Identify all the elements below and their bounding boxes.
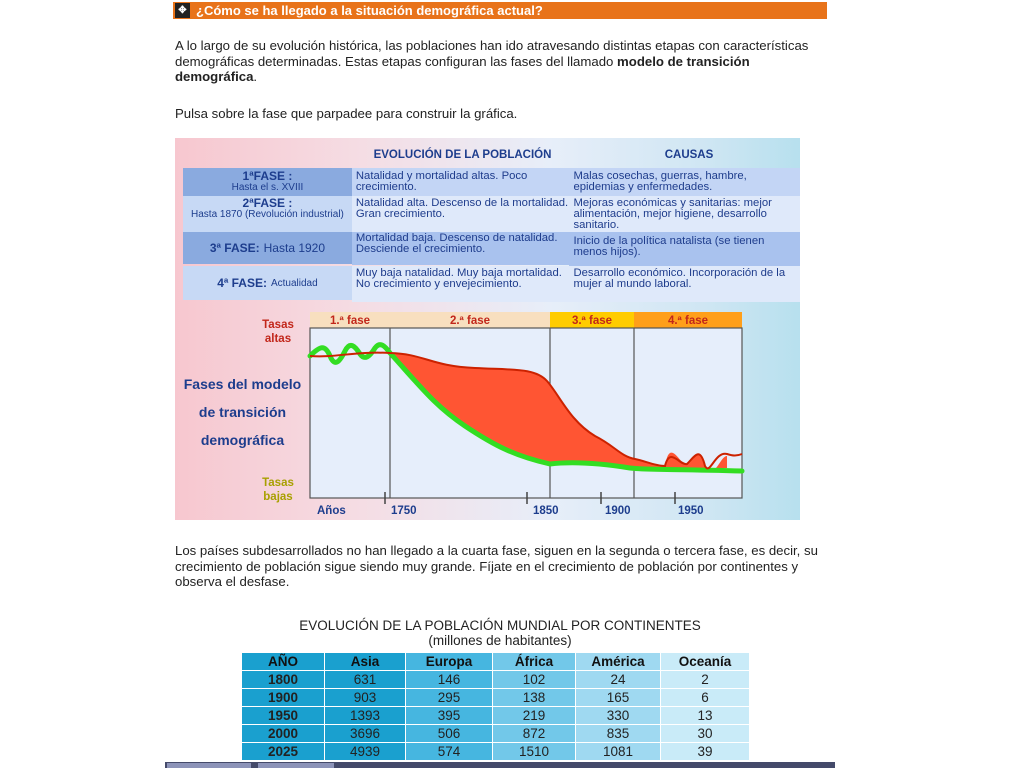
cell-america: 165 [576, 689, 661, 707]
side-title-line-3: demográfica [200, 432, 285, 448]
col-oceania: Oceanía [661, 653, 750, 671]
instruction-text: Pulsa sobre la fase que parpadee para construir la gráfica. [175, 106, 518, 121]
phase-row-4[interactable] [183, 266, 800, 300]
low-rates-label: Tasas bajas [262, 477, 294, 503]
phase-1-label: 1ªFASE : [242, 169, 293, 183]
cell-oceania: 13 [661, 707, 750, 725]
year-1950: 1950 [678, 505, 704, 517]
transition-graph[interactable] [175, 306, 800, 520]
table-row [242, 689, 750, 707]
cell-europa: 395 [406, 707, 493, 725]
year-1900: 1900 [605, 505, 631, 517]
cell-asia: 903 [325, 689, 406, 707]
cell-europa: 146 [406, 671, 493, 689]
years-axis-label: Años [317, 505, 346, 517]
phase-row-3[interactable] [183, 232, 800, 264]
transition-infographic [175, 138, 800, 520]
cell-africa: 102 [493, 671, 576, 689]
cell-year: 1800 [242, 671, 325, 689]
world-table-subtitle: (millones de habitantes) [428, 633, 572, 648]
cell-asia: 1393 [325, 707, 406, 725]
intro-paragraph [175, 38, 825, 85]
cell-asia: 4939 [325, 743, 406, 761]
col-africa: África [493, 653, 576, 671]
cell-year: 1950 [242, 707, 325, 725]
side-title-line-2: de transición [198, 404, 287, 420]
cell-africa: 1510 [493, 743, 576, 761]
phase-2-label: 2ªFASE : [242, 196, 293, 210]
side-title-line-1: Fases del modelo [183, 376, 302, 392]
intro-text: A lo largo de su evolución histórica, las poblaciones han ido atravesando distintas etapas con características demográficas determinadas. Estas etapas configuran las fases del llamado [175, 38, 809, 69]
phase-1-graph-label: 1.ª fase [329, 315, 371, 327]
phase-row-1[interactable] [183, 168, 800, 194]
phase-3-causes: Inicio de la política natalista (se tienen menos hijos). [569, 232, 800, 268]
cell-asia: 631 [325, 671, 406, 689]
phase-3-evolution: Mortalidad baja. Descenso de natalidad. Desciende el crecimiento. [352, 232, 570, 265]
cell-oceania: 39 [661, 743, 750, 761]
phase-1-evolution: Natalidad y mortalidad altas. Poco crecimiento. [352, 168, 570, 197]
intro-bold-term: modelo de transición demográfica [175, 53, 750, 84]
phase-3-graph-label: 3.ª fase [571, 315, 613, 327]
cell-year: 2000 [242, 725, 325, 743]
phase-4-graph-label: 4.ª fase [667, 315, 709, 327]
col-europa: Europa [406, 653, 493, 671]
cell-asia: 3696 [325, 725, 406, 743]
table-row [242, 725, 750, 743]
phase-4-causes: Desarrollo económico. Incorporación de la mujer al mundo laboral. [569, 266, 800, 302]
table-row [242, 671, 750, 689]
cell-africa: 219 [493, 707, 576, 725]
phase-3-label: 3ª FASE: [209, 240, 260, 255]
cell-europa: 574 [406, 743, 493, 761]
cell-africa: 138 [493, 689, 576, 707]
intro-end: . [253, 69, 258, 84]
section-title: ¿Cómo se ha llegado a la situación demográfica actual? [196, 3, 543, 18]
phase-4-evolution: Muy baja natalidad. Muy baja mortalidad. No crecimiento y envejecimiento. [352, 266, 570, 302]
cell-year: 2025 [242, 743, 325, 761]
table-row [242, 707, 750, 725]
year-1850: 1850 [533, 505, 559, 517]
header-causes: CAUSAS [664, 148, 714, 161]
high-rates-label: Tasas altas [262, 319, 294, 345]
section-title-bar [173, 2, 827, 19]
cell-year: 1900 [242, 689, 325, 707]
cell-oceania: 6 [661, 689, 750, 707]
world-population-table [241, 652, 750, 761]
col-asia: Asia [325, 653, 406, 671]
phase-4-label: 4ª FASE: [217, 275, 267, 290]
phase-2-causes: Mejoras económicas y sanitarias: mejor alimentación, mejor higiene, desarrollo sanitario. [569, 196, 800, 232]
world-table-title [240, 618, 760, 648]
col-america: América [576, 653, 661, 671]
cell-america: 1081 [576, 743, 661, 761]
cell-oceania: 2 [661, 671, 750, 689]
cell-america: 24 [576, 671, 661, 689]
cell-europa: 295 [406, 689, 493, 707]
bottom-nav-tab-2[interactable] [258, 763, 334, 768]
cell-oceania: 30 [661, 725, 750, 743]
phase-1-causes: Malas cosechas, guerras, hambre, epidemias y enfermedades. [569, 168, 800, 197]
bottom-nav-tab-1[interactable] [167, 763, 251, 768]
cell-europa: 506 [406, 725, 493, 743]
phase-4-sub: Actualidad [270, 277, 318, 289]
growth-paragraph: Los países subdesarrollados no han llegado a la cuarta fase, siguen en la segunda o tercera fase, es decir, su crecimiento de población sigue siendo muy grande. Fíjate en el crecimiento de población por continentes y observa el desfase. [175, 543, 818, 589]
table-header-row [242, 653, 750, 671]
phase-2-graph-label: 2.ª fase [449, 315, 491, 327]
phase-row-2[interactable] [183, 196, 800, 230]
col-year: AÑO [242, 653, 325, 671]
phase-2-evolution: Natalidad alta. Descenso de la mortalidad. Gran crecimiento. [352, 196, 570, 232]
phase-1-sub: Hasta el s. XVIII [231, 182, 304, 193]
phase-2-sub: Hasta 1870 (Revolución industrial) [191, 209, 344, 220]
compass-icon: ✥ [175, 3, 190, 18]
world-table-heading: EVOLUCIÓN DE LA POBLACIÓN MUNDIAL POR CONTINENTES [299, 618, 701, 633]
cell-africa: 872 [493, 725, 576, 743]
phase-3-sub: Hasta 1920 [263, 240, 326, 255]
cell-america: 835 [576, 725, 661, 743]
table-row [242, 743, 750, 761]
cell-america: 330 [576, 707, 661, 725]
header-evolution: EVOLUCIÓN DE LA POBLACIÓN [373, 148, 552, 161]
year-1750: 1750 [391, 505, 417, 517]
